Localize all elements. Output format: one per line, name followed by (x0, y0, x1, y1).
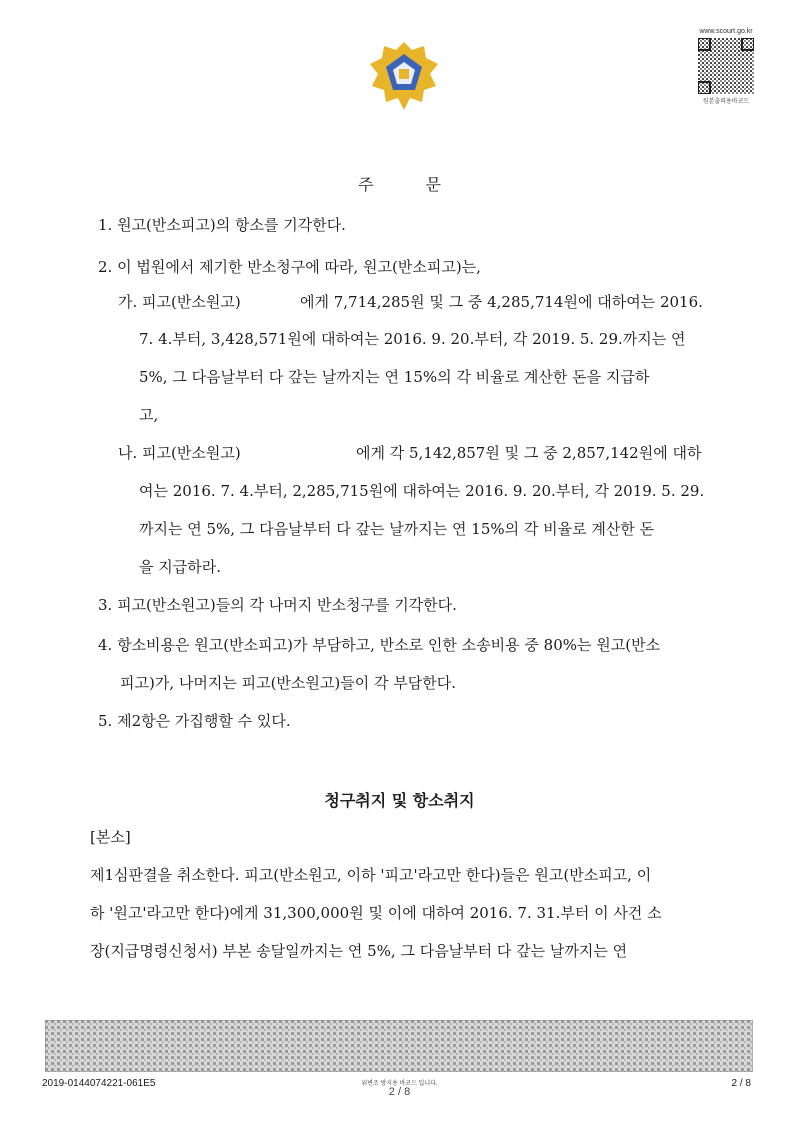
qr-url-label: www.scourt.go.kr (699, 28, 753, 35)
order-item-2-na-line2: 여는 2016. 7. 4.부터, 2,285,715원에 대하여는 2016. 9. 20.부터, 각 2019. 5. 29. (139, 482, 705, 500)
claims-subheading: [본소] (90, 828, 131, 846)
qr-caption: 원본출력용바코드 (702, 99, 750, 105)
order-title-right: 문 (425, 175, 441, 194)
claims-line-1: 제1심판결을 취소한다. 피고(반소원고, 이하 '피고'라고만 한다)들은 원고(반소피고, 이 (90, 866, 652, 884)
claims-line-3: 장(지급명령신청서) 부본 송달일까지는 연 5%, 그 다음날부터 다 갚는 날까지는 연 (90, 942, 628, 960)
order-item-2-ga-line4: 고, (139, 406, 159, 424)
order-item-2-na-label: 나. 피고(반소원고) (118, 444, 241, 462)
page-number-right: 2 / 8 (731, 1078, 751, 1089)
page-number-center: 2 / 8 (388, 1086, 411, 1098)
qr-code-icon (698, 38, 754, 94)
order-item-4: 4. 항소비용은 원고(반소피고)가 부담하고, 반소로 인한 소송비용 중 80%는 원고(반소 (98, 636, 661, 654)
order-title-left: 주 (358, 175, 374, 194)
order-item-4-line2: 피고)가, 나머지는 피고(반소원고)들이 각 부담한다. (120, 674, 456, 692)
order-item-2-ga-line3: 5%, 그 다음날부터 다 갚는 날까지는 연 15%의 각 비율로 계산한 돈을 지급하 (139, 368, 650, 386)
order-title (0, 172, 799, 195)
order-item-2-na-line4: 을 지급하라. (139, 558, 221, 576)
order-item-5: 5. 제2항은 가집행할 수 있다. (98, 712, 291, 730)
order-item-1: 1. 원고(반소피고)의 항소를 기각한다. (98, 216, 346, 234)
anti-forgery-barcode (45, 1020, 753, 1072)
document-id: 2019-0144074221-061E5 (42, 1078, 156, 1089)
order-item-2-na-line3: 까지는 연 5%, 그 다음날부터 다 갚는 날까지는 연 15%의 각 비율로 계산한 돈 (139, 520, 655, 538)
order-item-2-ga-label: 가. 피고(반소원고) (118, 293, 241, 311)
claims-line-2: 하 '원고'라고만 한다)에게 31,300,000원 및 이에 대하여 2016. 7. 31.부터 이 사건 소 (90, 904, 662, 922)
court-emblem-icon (368, 40, 440, 112)
order-item-2: 2. 이 법원에서 제기한 반소청구에 따라, 원고(반소피고)는, (98, 258, 481, 276)
order-item-2-na-text: 에게 각 5,142,857원 및 그 중 2,857,142원에 대하 (356, 444, 702, 462)
order-item-2-ga-line2: 7. 4.부터, 3,428,571원에 대하여는 2016. 9. 20.부터, 각 2019. 5. 29.까지는 연 (139, 330, 686, 348)
barcode-notice: 위변조 방지용 바코드 입니다. (361, 1081, 438, 1087)
order-item-3: 3. 피고(반소원고)들의 각 나머지 반소청구를 기각한다. (98, 596, 457, 614)
verification-qr-code (696, 28, 756, 106)
order-item-2-ga-text: 에게 7,714,285원 및 그 중 4,285,714원에 대하여는 2016. (300, 293, 703, 311)
claims-title: 청구취지 및 항소취지 (324, 791, 475, 810)
